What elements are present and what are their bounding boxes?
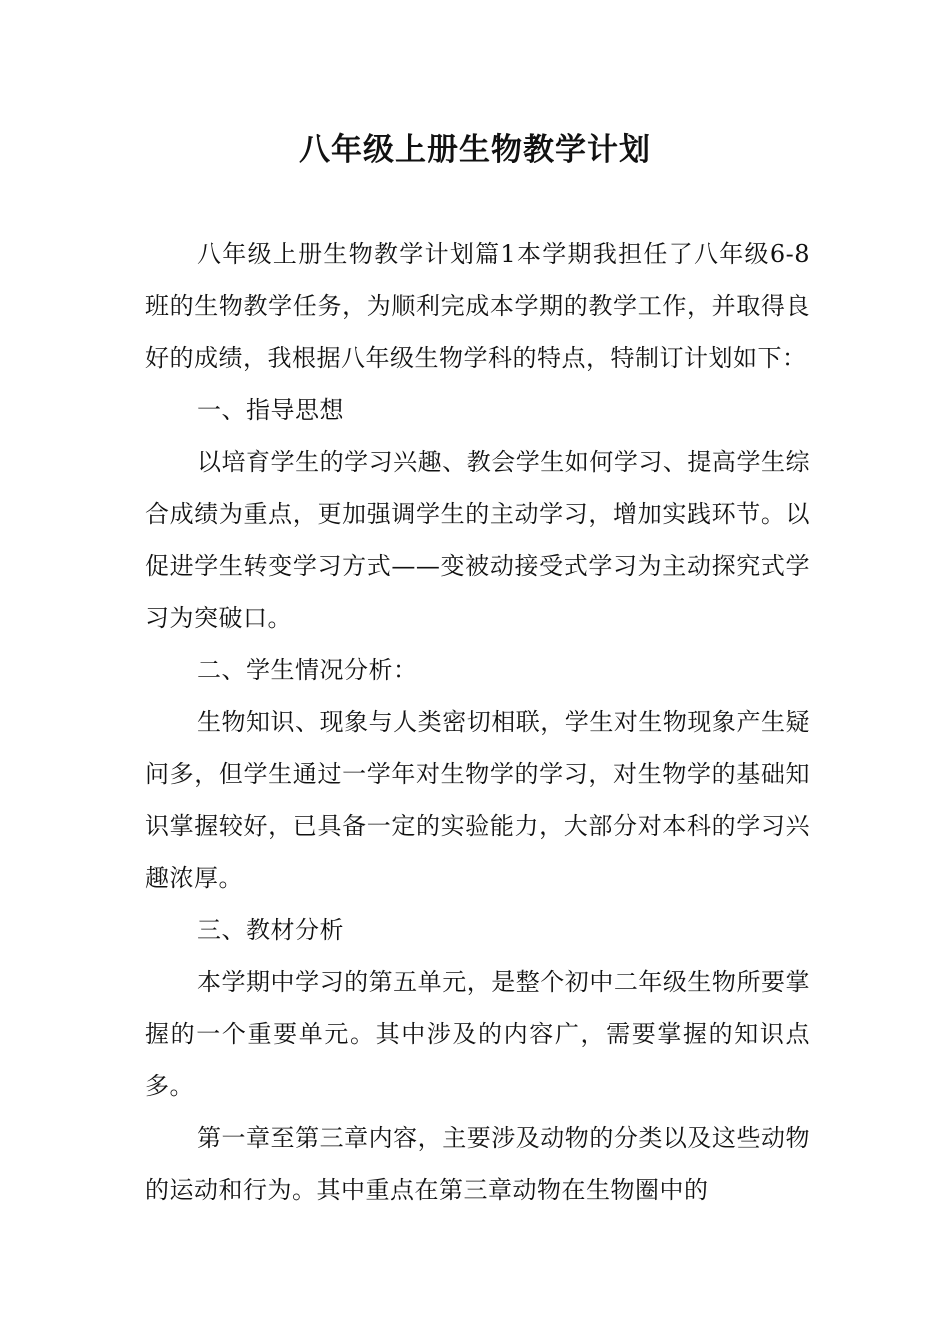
paragraph-student-analysis: 生物知识、现象与人类密切相联，学生对生物现象产生疑问多，但学生通过一学年对生物学的学习，对生物学的基础知识掌握较好，已具备一定的实验能力，大部分对本科的学习兴趣浓厚。: [145, 708, 810, 892]
paragraph-intro: 八年级上册生物教学计划篇1本学期我担任了八年级6-8班的生物教学任务，为顺利完成本学期的教学工作，并取得良好的成绩，我根据八年级生物学科的特点，特制订计划如下：: [145, 240, 810, 372]
paragraph-guiding-ideology: 以培育学生的学习兴趣、教会学生如何学习、提高学生综合成绩为重点，更加强调学生的主动学习，增加实践环节。以促进学生转变学习方式——变被动接受式学习为主动探究式学习为突破口。: [145, 448, 810, 632]
paragraph-textbook-analysis: 本学期中学习的第五单元，是整个初中二年级生物所要掌握的一个重要单元。其中涉及的内容广，需要掌握的知识点多。: [145, 968, 810, 1100]
section-heading-guiding-ideology: 一、指导思想: [197, 396, 344, 424]
paragraph-chapters: 第一章至第三章内容，主要涉及动物的分类以及这些动物的运动和行为。其中重点在第三章动物在生物圈中的: [145, 1124, 810, 1204]
section-heading-textbook-analysis: 三、教材分析: [197, 916, 344, 944]
section-heading-student-analysis: 二、学生情况分析：: [197, 656, 418, 684]
document-body: [145, 228, 810, 1216]
document-title: 八年级上册生物教学计划: [299, 132, 651, 168]
